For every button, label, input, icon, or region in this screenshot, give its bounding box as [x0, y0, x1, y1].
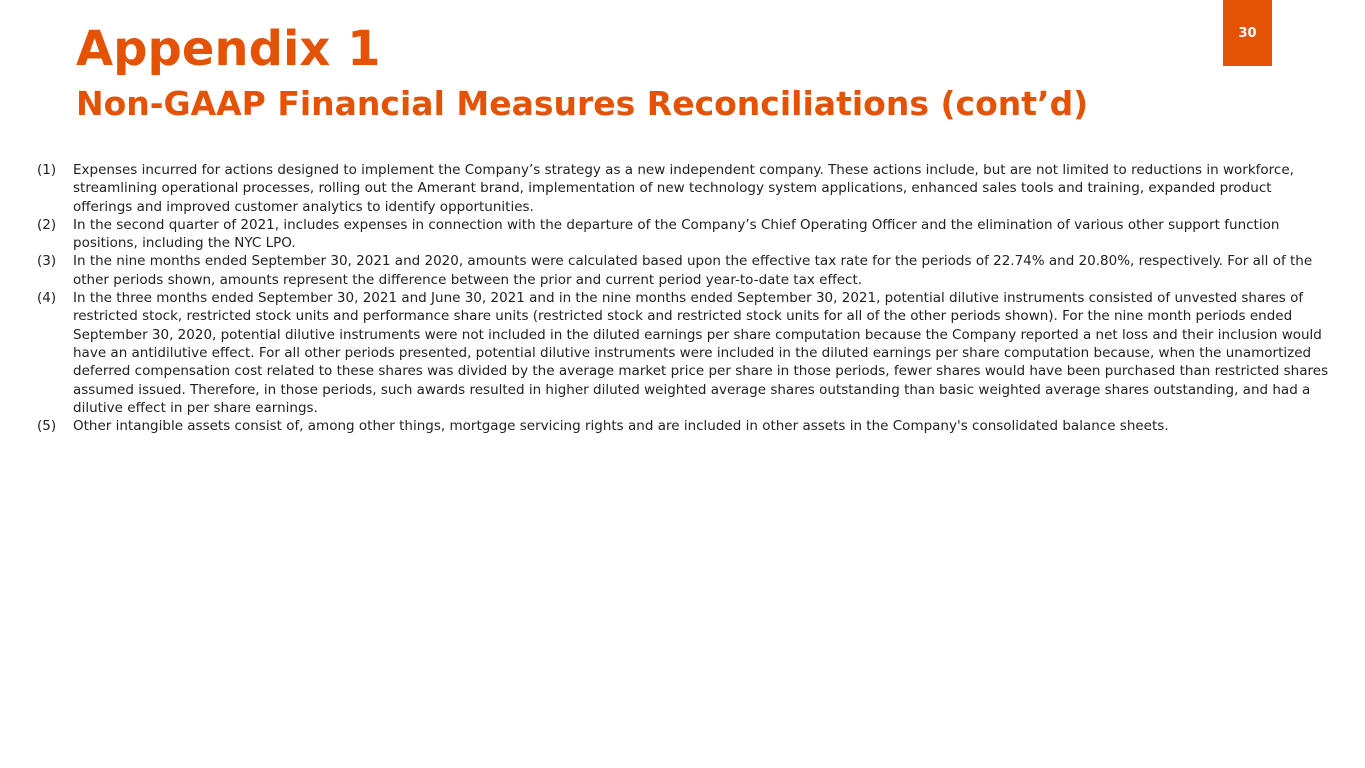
footnote-text: Expenses incurred for actions designed to implement the Company’s strategy as a new independent company. These actions include, but are not limited to reductions in workforce, streamlining operational processes, rolling out the Amerant brand, implementation of new technology system applications, enhanced sales tools and training, expanded product offerings and improved customer analytics to identify opportunities. [73, 162, 1294, 215]
footnote-text: In the second quarter of 2021, includes expenses in connection with the departure of the Company’s Chief Operating Officer and the elimination of various other support function positions, including the NYC LPO. [73, 216, 1280, 252]
footnote-marker: (5) [37, 418, 57, 435]
footnote-item [37, 289, 1329, 417]
footnote-text: In the nine months ended September 30, 2021 and 2020, amounts were calculated based upon the effective tax rate for the periods of 22.74% and 20.80%, respectively. For all of the other periods shown, amounts represent the difference between the prior and current period year-to-date tax effect. [73, 253, 1313, 288]
footnotes-list [37, 161, 1329, 435]
footnote-text: In the three months ended September 30, 2021 and June 30, 2021 and in the nine months ended September 30, 2021, potential dilutive instruments consisted of unvested shares of restricted stock, restricted stock units and performance share units (restricted stock and restricted stock units for all of the other periods shown). For the nine month periods ended September 30, 2020, potential dilutive instruments were not included in the diluted earnings per share computation because the Company reported a net loss and their inclusion would have an antidilutive effect. For all other periods presented, potential dilutive instruments were included in the diluted earnings per share computation because, when the unamortized deferred compensation cost related to these shares was divided by the average market price per share in those periods, fewer shares would have been purchased than restricted shares assumed issued. Therefore, in those periods, such awards resulted in higher diluted weighted average shares outstanding than basic weighted average shares outstanding, and had a dilutive effect in per share earnings. [73, 290, 1329, 416]
footnote-item [37, 252, 1329, 289]
footnote-marker: (4) [37, 290, 57, 307]
footnote-item [37, 417, 1329, 435]
page-number: 30 [1238, 25, 1257, 41]
page-number-badge [1223, 0, 1272, 66]
page-title: Appendix 1 [76, 21, 381, 77]
footnote-marker: (1) [37, 162, 57, 178]
footnote-item [37, 161, 1329, 216]
footnote-marker: (3) [37, 253, 57, 270]
footnote-item [37, 216, 1329, 253]
footnote-marker: (2) [37, 216, 57, 233]
footnote-text: Other intangible assets consist of, among other things, mortgage servicing rights and are included in other assets in the Company's consolidated balance sheets. [73, 418, 1169, 435]
page-subtitle: Non-GAAP Financial Measures Reconciliations (cont’d) [76, 84, 1089, 123]
